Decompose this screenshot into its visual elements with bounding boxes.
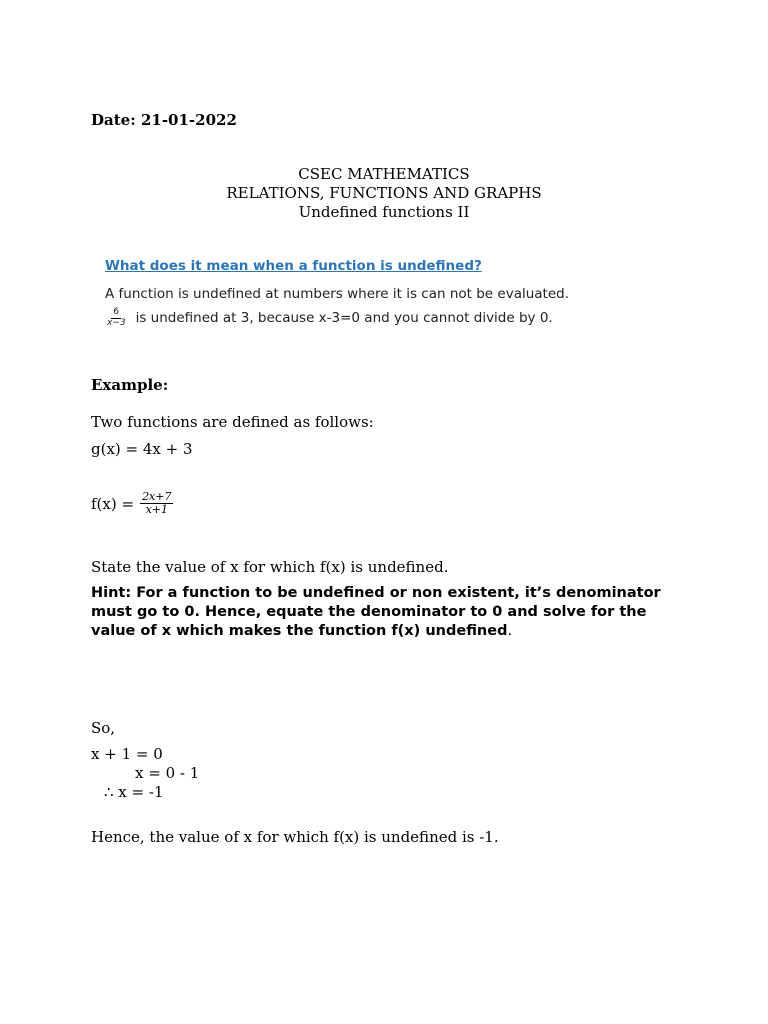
example-heading: Example:	[91, 376, 169, 394]
function-f	[91, 491, 173, 516]
hint-paragraph	[91, 584, 671, 641]
solution-step-1: x + 1 = 0	[91, 745, 163, 763]
solution-step-3: ∴ x = -1	[104, 783, 164, 801]
definition-statement: A function is undefined at numbers where it is can not be evaluated.	[105, 286, 570, 302]
title-subtopic: Undefined functions II	[298, 203, 470, 221]
solution-step-2: x = 0 - 1	[135, 764, 200, 782]
definition-example	[105, 308, 553, 329]
hint-bold-text: Hint: For a function to be undefined or non existent, it’s denominator must go to 0. Hence, equate the denominator to 0 and solve for the value of x which makes the function f(x) undefined	[91, 585, 661, 639]
title-course: CSEC MATHEMATICS	[298, 165, 470, 183]
function-f-denominator: x+1	[145, 503, 168, 517]
function-g: g(x) = 4x + 3	[91, 440, 193, 458]
function-f-numerator: 2x+7	[142, 490, 172, 503]
hint-end: .	[507, 623, 513, 639]
function-f-label: f(x) =	[91, 494, 135, 513]
definition-fraction-numerator: 6	[113, 307, 120, 317]
solution-so: So,	[91, 719, 116, 737]
example-intro: Two functions are defined as follows:	[91, 413, 374, 431]
title-topic: RELATIONS, FUNCTIONS AND GRAPHS	[226, 184, 542, 202]
definition-question: What does it mean when a function is undefined?	[105, 258, 482, 274]
definition-fraction	[105, 308, 128, 329]
example-task: State the value of x for which f(x) is undefined.	[91, 558, 449, 576]
solution-conclusion: Hence, the value of x for which f(x) is undefined is -1.	[91, 828, 499, 846]
definition-fraction-text: is undefined at 3, because x-3=0 and you cannot divide by 0.	[135, 310, 553, 327]
function-f-fraction	[140, 491, 173, 516]
definition-fraction-denominator: x−3	[107, 317, 126, 328]
date-line: Date: 21-01-2022	[91, 111, 237, 129]
